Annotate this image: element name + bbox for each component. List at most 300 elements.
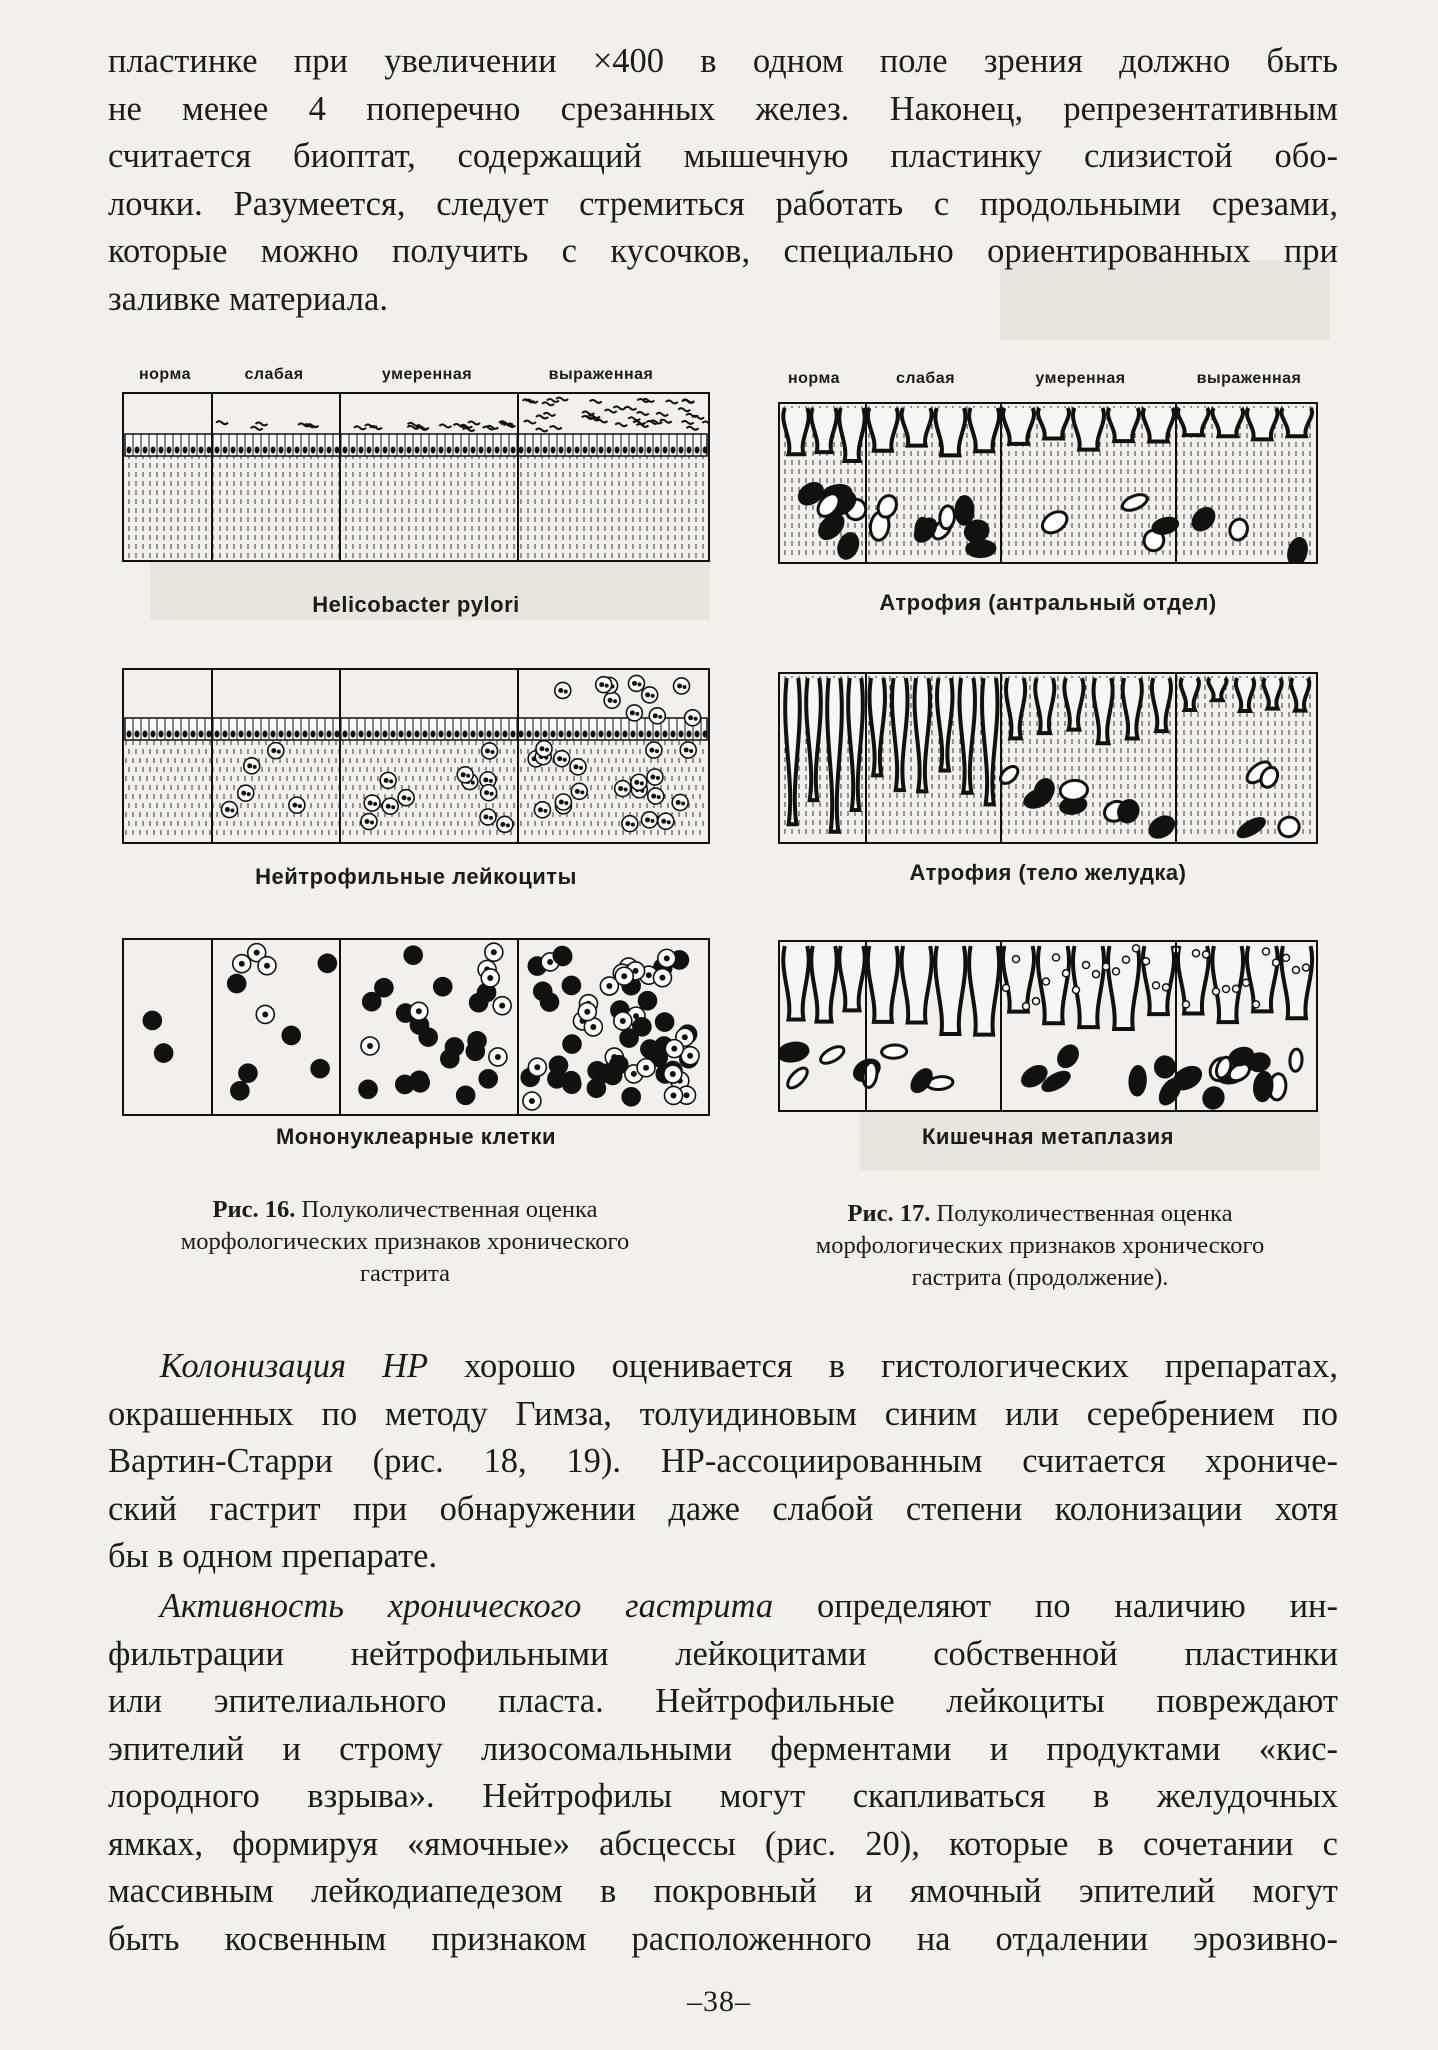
neutrophil-lobe [631,823,635,827]
neutrophil-lobe [483,777,488,782]
cell-nucleus [359,731,364,738]
cell-nucleus [664,955,670,961]
fig17-panel-atrophy-body [778,672,1318,844]
mononuclear-cell [434,978,452,996]
bacterium-mark [556,398,568,401]
cell-nucleus [262,1011,268,1017]
cell-nucleus [327,731,332,738]
gland-outline [1003,408,1034,444]
cell-nucleus [375,731,380,738]
neutrophil-lobe [506,823,510,827]
cell-nucleus [455,731,460,738]
cell-nucleus [535,447,540,454]
cell-nucleus [215,447,220,454]
cell-nucleus [447,731,452,738]
mononuclear-cell [563,1035,581,1053]
cell-nucleus [671,731,676,738]
mononuclear-cell [622,1088,640,1106]
cell-nucleus [491,949,497,955]
gland-outline [935,408,965,455]
gland-outline [1038,408,1069,438]
mononuclear-cell [239,1064,257,1082]
cell-nucleus [471,447,476,454]
cell-nucleus [559,447,564,454]
neutrophil-lobe [471,781,475,785]
cell-nucleus [143,731,148,738]
cell-nucleus [631,447,636,454]
neutrophil-lobe [573,764,578,769]
gland-outline [868,408,898,451]
fig16-title-mononuclear: Мононуклеарные клетки [275,1124,557,1149]
neutrophil-lobe [563,758,567,762]
mononuclear-cell [638,992,656,1010]
cell-nucleus [175,447,180,454]
cell-nucleus [679,447,684,454]
text-line: которые можно получить с кусочков, специально ориентированных при [108,232,1338,270]
neutrophil-lobe [490,792,494,796]
neutrophil-lobe [649,748,654,753]
neutrophil-lobe [247,792,251,796]
mononuclear-cell [404,946,422,964]
mononuclear-cell [553,947,571,965]
cell-nucleus [559,731,564,738]
mononuclear-cell [311,1060,329,1078]
cell-nucleus [271,447,276,454]
neutrophil-lobe [564,801,568,805]
cell-nucleus [567,447,572,454]
neutrophil-lobe [543,809,547,813]
neutrophil-lobe [661,819,666,824]
neutrophil-lobe [247,763,252,768]
cell-nucleus [503,447,508,454]
cell-nucleus [695,731,700,738]
bacterium-mark [682,421,694,424]
gland-cross-section [1189,504,1218,534]
mononuclear-cell [441,1050,459,1068]
cell-nucleus [687,731,692,738]
text-line: не менее 4 поперечно срезанных желез. Наконец, репрезентативным [108,89,1338,128]
cell-nucleus [543,447,548,454]
cell-nucleus [399,447,404,454]
neutrophil-lobe [364,819,369,824]
cell-nucleus [407,447,412,454]
neutrophil-lobe [625,821,630,826]
neutrophil-lobe [402,795,407,800]
bacterium-mark [439,424,451,427]
cell-nucleus [487,975,493,981]
cell-nucleus [511,731,516,738]
gland-outline [1247,408,1278,439]
mononuclear-cell [548,1070,566,1088]
gland-outline [783,408,808,454]
cell-nucleus [703,447,708,454]
gland-cross-section [956,496,974,524]
cell-nucleus [399,731,404,738]
cell-nucleus [207,731,212,738]
mononuclear-cell [231,1082,249,1100]
cell-nucleus [487,447,492,454]
cell-nucleus [311,731,316,738]
cell-nucleus [135,447,140,454]
cell-nucleus [343,731,348,738]
cell-nucleus [199,731,204,738]
gland-cross-section [1120,491,1149,513]
stage-label-norm: норма [787,370,841,387]
neutrophil-lobe [605,684,609,688]
cell-nucleus [663,447,668,454]
cell-nucleus [551,731,556,738]
mononuclear-cell [587,1079,605,1097]
cell-nucleus [575,731,580,738]
cell-nucleus [415,731,420,738]
cell-nucleus [199,447,204,454]
neutrophil-lobe [580,790,584,794]
stage-label-norm: норма [138,366,192,383]
neutrophil-lobe [271,748,276,753]
neutrophil-lobe [618,786,623,791]
neutrophil-lobe [683,685,687,689]
neutrophil-lobe [694,717,698,721]
cell-nucleus [639,447,644,454]
cell-nucleus [447,447,452,454]
cell-nucleus [215,731,220,738]
gland-cross-section [1039,507,1071,537]
stage-label-moderate: умеренная [381,366,473,383]
cell-nucleus [423,731,428,738]
cell-nucleus [159,731,164,738]
cell-nucleus [439,731,444,738]
cell-nucleus [529,1098,535,1104]
neutrophil-lobe [630,710,635,715]
gland-cross-section [915,518,928,541]
atrophy-body-diagram [778,672,1318,844]
cell-nucleus [527,731,532,738]
neutrophil-lobe [688,715,693,720]
neutrophil-lobe [634,780,639,785]
cell-nucleus [584,1009,590,1015]
mononuclear-cell [318,954,336,972]
cell-nucleus [623,731,628,738]
cell-nucleus [639,731,644,738]
mononuclear-cell [228,975,246,993]
neutrophil-lobe [484,814,489,819]
stage-label-mild: слабая [244,366,304,383]
neutrophil-lobe [391,805,395,809]
fig16-title-neutrophils: Нейтрофильные лейкоциты [255,864,577,889]
neutrophil-lobe [489,779,493,783]
gland-outline [1108,408,1139,441]
neutrophil-lobe [484,790,489,795]
cell-nucleus [279,731,284,738]
bacterium-mark [605,410,617,413]
text-line: заливке материала. [108,279,388,318]
mononuclear-cell [479,1070,497,1088]
cell-nucleus [191,731,196,738]
mononuclear-cell [656,1013,674,1031]
cell-nucleus [655,447,660,454]
cell-nucleus [534,1064,540,1070]
neutrophil-lobe [298,804,302,808]
cell-nucleus [623,447,628,454]
cell-nucleus [663,731,668,738]
cell-nucleus [279,447,284,454]
cell-nucleus [591,447,596,454]
cell-nucleus [327,447,332,454]
mononuclear-cell [411,1074,429,1092]
neutrophil-lobe [645,692,650,697]
cell-nucleus [671,1046,677,1052]
gland-outline [839,408,864,461]
mononuclear-cell [620,1029,638,1047]
neutrophil-lobe [677,683,682,688]
cell-nucleus [495,1054,501,1060]
mononuclear-cell [468,1032,486,1050]
neutrophil-lobe [241,791,246,796]
cell-nucleus [335,447,340,454]
stage-label-marked: выраженная [1196,370,1302,387]
neutrophil-lobe [225,807,230,812]
neutrophil-lobe [650,774,655,779]
cell-nucleus [519,731,524,738]
cell-nucleus [254,950,260,956]
cell-nucleus [615,447,620,454]
mononuclear-cell [541,993,559,1011]
mononuclear-cell [457,1086,475,1104]
mononuclear-cell [610,1056,628,1074]
text-line: считается биоптат, содержащий мышечную пластинку слизистой обо- [108,137,1338,175]
cell-nucleus [255,731,260,738]
neutrophil-lobe [500,822,505,827]
fig16-title-helicobacter: Helicobacter pylori [312,592,520,617]
gland-cross-section [939,505,956,529]
neutrophil-lobe [637,682,641,686]
cell-nucleus [495,731,500,738]
neutrophil-lobe [539,746,544,751]
neutrophil-lobe [230,809,234,813]
cell-nucleus [615,731,620,738]
bacterium-mark [550,426,562,429]
bacterium-mark [656,413,668,416]
neutrophil-lobe [613,699,617,703]
neutrophil-lobe [579,766,583,770]
neutrophil-lobe [645,817,650,822]
bacterium-mark [251,427,263,430]
cell-nucleus [319,447,324,454]
cell-nucleus [416,1008,422,1014]
cell-nucleus [527,447,532,454]
gland-cross-section [835,531,861,561]
cell-nucleus [679,731,684,738]
cell-nucleus [175,731,180,738]
neutrophil-lobe [653,713,658,718]
cell-nucleus [647,731,652,738]
cell-nucleus [223,731,228,738]
cell-nucleus [167,731,172,738]
mononuclear-cell [143,1011,161,1029]
bacterium-mark [687,427,699,430]
cell-nucleus [383,731,388,738]
cell-nucleus [646,972,652,978]
neutrophil-lobe [461,772,466,777]
neutrophil-lobe [640,781,644,785]
neutrophil-lobe [676,800,681,805]
neutrophil-lobe [635,712,639,716]
gland-cross-section [1286,537,1309,564]
cell-nucleus [590,1024,596,1030]
cell-nucleus [620,1018,626,1024]
neutrophil-lobe [624,788,628,792]
neutrophil-lobe [253,765,257,769]
cell-nucleus [631,1071,637,1077]
cell-nucleus [583,447,588,454]
cell-nucleus [431,447,436,454]
bacterium-mark [590,400,602,403]
cell-nucleus [499,1003,505,1009]
neutrophil-lobe [684,748,689,753]
fig16-panel-helicobacter [122,392,710,562]
cell-nucleus [684,1092,690,1098]
cell-nucleus [391,731,396,738]
cell-nucleus [643,1065,649,1071]
cell-nucleus [255,447,260,454]
cell-nucleus [535,731,540,738]
cell-nucleus [359,447,364,454]
cell-nucleus [607,731,612,738]
cell-nucleus [606,983,612,989]
neutrophil-lobe [557,756,562,761]
cell-nucleus [143,447,148,454]
bacterium-mark [503,424,515,427]
cell-nucleus [191,447,196,454]
mononuclear-diagram [122,938,710,1116]
neutrophil-lobe [407,797,411,801]
gland-cross-section [966,540,995,557]
stage-label-marked: выраженная [548,366,654,383]
gland-outline [1073,408,1104,450]
cell-nucleus [591,731,596,738]
cell-nucleus [687,447,692,454]
cell-nucleus [391,447,396,454]
cell-nucleus [231,731,236,738]
neutrophil-lobe [599,682,604,687]
cell-nucleus [223,447,228,454]
cell-nucleus [463,731,468,738]
neutrophil-lobe [651,794,656,799]
neutrophil-lobe [292,803,297,808]
cell-nucleus [599,731,604,738]
neutrophil-lobe [485,748,490,753]
cell-nucleus [239,731,244,738]
cell-nucleus [151,447,156,454]
bacterium-mark [543,413,555,416]
stage-labels-fig17 [770,370,1330,388]
cell-nucleus [287,731,292,738]
text-line: пластинке при увеличении ×400 в одном поле зрения должно быть [108,42,1338,80]
cell-nucleus [127,731,132,738]
neutrophil-lobe [655,749,659,753]
cell-nucleus [303,447,308,454]
fig16-panel-mononuclear [122,938,710,1116]
cell-nucleus [519,447,524,454]
cell-nucleus [367,731,372,738]
cell-nucleus [487,731,492,738]
cell-nucleus [511,447,516,454]
cell-nucleus [670,1071,676,1077]
cell-nucleus [287,447,292,454]
bacterium-mark [542,402,554,405]
atrophy-antrum-diagram [778,402,1318,564]
cell-nucleus [479,447,484,454]
gland-outline [1212,408,1243,436]
cell-nucleus [687,1053,693,1059]
gland-cross-section [1228,517,1250,542]
neutrophil-lobe [657,795,661,799]
neutrophil-lobe [386,804,391,809]
cell-nucleus [383,447,388,454]
cell-nucleus [495,447,500,454]
cell-nucleus [351,731,356,738]
cell-nucleus [633,968,639,974]
gland-outline [969,408,999,451]
cell-nucleus [415,447,420,454]
neutrophil-lobe [667,820,671,824]
neutrophil-lobe [689,749,693,753]
cell-nucleus [183,447,188,454]
bacterium-mark [354,426,366,429]
bacterium-mark [524,421,536,424]
bacterium-mark [678,408,690,411]
neutrophil-lobe [650,819,654,823]
bacterium-mark [615,423,627,426]
neutrophil-lobe [632,681,637,686]
cell-nucleus [607,447,612,454]
cell-nucleus [159,447,164,454]
top-paragraph [108,38,1338,323]
neutrophil-lobe [466,774,470,778]
cell-nucleus [551,447,556,454]
cell-nucleus [703,731,708,738]
gland-outline [1143,408,1174,442]
neutrophil-lobe [651,694,655,698]
stage-label-moderate: умеренная [1035,370,1126,387]
bacterium-mark [216,421,228,424]
neutrophil-lobe [277,750,281,754]
cell-nucleus [659,975,665,981]
bacterium-mark [256,422,268,425]
cell-nucleus [682,1034,688,1040]
cell-nucleus [367,1043,373,1049]
cell-nucleus [567,731,572,738]
neutrophil-lobe [558,688,563,693]
stage-labels-fig16 [120,366,708,384]
cell-nucleus [503,731,508,738]
neutrophil-lobe [608,698,613,703]
cell-nucleus [631,731,636,738]
stage-label-mild: слабая [895,370,956,387]
neutrophil-lobe [368,801,373,806]
cell-nucleus [599,447,604,454]
cell-nucleus [319,731,324,738]
cell-nucleus [367,447,372,454]
cell-nucleus [547,959,553,965]
fig16-panel-neutrophils [122,668,710,844]
neutrophil-lobe [564,689,568,693]
cell-nucleus [151,731,156,738]
cell-nucleus [621,973,627,979]
cell-nucleus [543,731,548,738]
bacterium-mark [468,421,480,424]
cell-nucleus [455,447,460,454]
